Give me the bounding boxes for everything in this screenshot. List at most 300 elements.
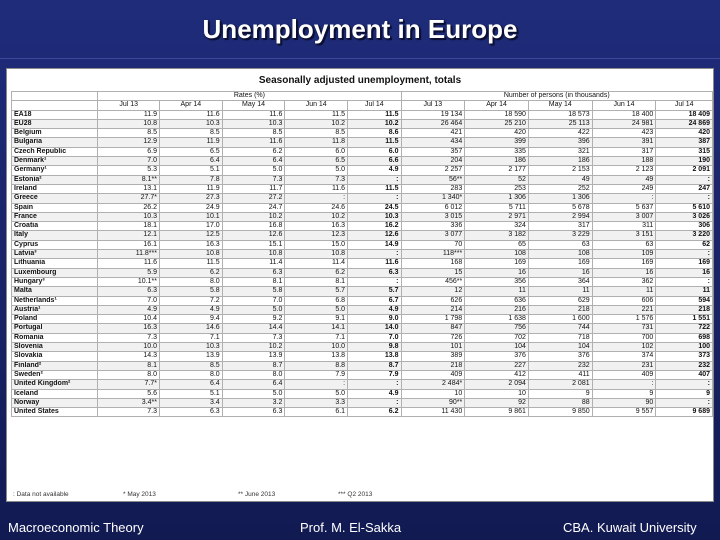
- table-cell: 9 557: [592, 408, 656, 417]
- table-cell: 5 711: [465, 203, 529, 212]
- table-cell: 6.2: [222, 147, 285, 156]
- table-cell: 336: [401, 222, 465, 231]
- table-cell: 249: [592, 184, 656, 193]
- table-cell: :: [592, 380, 656, 389]
- table-cell: 8.0: [222, 370, 285, 379]
- table-cell: 6.3: [159, 408, 222, 417]
- table-cell: 8.5: [159, 129, 222, 138]
- table-cell: 8.1**: [98, 175, 160, 184]
- table-cell: 396: [528, 138, 592, 147]
- table-cell: 8.8: [285, 361, 348, 370]
- table-row: [12, 324, 713, 333]
- table-cell: :: [348, 398, 401, 407]
- table-cell: :: [592, 194, 656, 203]
- country-name: Denmark¹: [12, 157, 98, 166]
- table-cell: 14.9: [348, 240, 401, 249]
- table-cell: 221: [592, 305, 656, 314]
- table-cell: 11: [656, 287, 713, 296]
- table-cell: 456**: [401, 277, 465, 286]
- table-cell: 26.2: [98, 203, 160, 212]
- table-cell: 6.4: [159, 157, 222, 166]
- column-header: Jul 14: [348, 101, 401, 110]
- table-cell: 9 689: [656, 408, 713, 417]
- table-cell: 26 464: [401, 119, 465, 128]
- table-cell: 12.6: [222, 231, 285, 240]
- table-cell: 232: [528, 361, 592, 370]
- country-name: EU28: [12, 119, 98, 128]
- table-cell: 24.5: [348, 203, 401, 212]
- table-row: [12, 315, 713, 324]
- footer-course: Macroeconomic Theory: [8, 520, 144, 535]
- column-header: Jul 13: [401, 101, 465, 110]
- table-cell: 2 971: [465, 212, 529, 221]
- table-cell: 24.6: [285, 203, 348, 212]
- country-name: Ireland: [12, 184, 98, 193]
- table-cell: 12.6: [348, 231, 401, 240]
- table-cell: 9.0: [348, 315, 401, 324]
- table-cell: 14.3: [98, 352, 160, 361]
- country-name: Netherlands¹: [12, 296, 98, 305]
- country-name: Malta: [12, 287, 98, 296]
- group-header-row: [12, 92, 713, 101]
- table-cell: 356: [465, 277, 529, 286]
- table-cell: 70: [401, 240, 465, 249]
- table-cell: 9 850: [528, 408, 592, 417]
- table-cell: :: [656, 250, 713, 259]
- table-cell: 232: [656, 361, 713, 370]
- table-row: [12, 138, 713, 147]
- table-cell: 722: [656, 324, 713, 333]
- table-cell: :: [348, 250, 401, 259]
- table-cell: 7.3: [98, 333, 160, 342]
- table-cell: 25 210: [465, 119, 529, 128]
- country-name: Germany¹: [12, 166, 98, 175]
- table-cell: 9.2: [222, 315, 285, 324]
- country-name: Finland²: [12, 361, 98, 370]
- table-cell: :: [656, 398, 713, 407]
- table-cell: 420: [656, 129, 713, 138]
- table-cell: 6.6: [348, 157, 401, 166]
- table-cell: 118***: [401, 250, 465, 259]
- table-cell: 7.9: [285, 370, 348, 379]
- table-cell: 5.8: [159, 287, 222, 296]
- table-cell: 6.4: [222, 380, 285, 389]
- table-cell: 15: [401, 268, 465, 277]
- table-cell: 16.3: [285, 222, 348, 231]
- table-cell: 63: [592, 240, 656, 249]
- table-cell: 3 182: [465, 231, 529, 240]
- table-cell: 2 484*: [401, 380, 465, 389]
- table-cell: 6.7: [348, 296, 401, 305]
- table-row: [12, 361, 713, 370]
- table-cell: 8.0: [159, 277, 222, 286]
- table-cell: 423: [592, 129, 656, 138]
- table-cell: 10.2: [222, 343, 285, 352]
- table-cell: 169: [592, 259, 656, 268]
- table-cell: 18.1: [98, 222, 160, 231]
- column-header: Jul 14: [656, 101, 713, 110]
- table-body: [12, 110, 713, 417]
- table-cell: 11.9: [159, 138, 222, 147]
- header-blank: [12, 101, 98, 110]
- table-cell: 24.9: [159, 203, 222, 212]
- table-cell: 718: [528, 333, 592, 342]
- table-cell: 2 153: [528, 166, 592, 175]
- table-cell: 5.0: [285, 305, 348, 314]
- slide-title: Unemployment in Europe: [202, 14, 518, 44]
- table-notes: [13, 491, 713, 501]
- table-cell: 12.9: [98, 138, 160, 147]
- table-cell: 387: [656, 138, 713, 147]
- table-cell: 10.2: [222, 212, 285, 221]
- table-cell: 2 994: [528, 212, 592, 221]
- table-row: [12, 408, 713, 417]
- country-name: Hungary³: [12, 277, 98, 286]
- table-cell: 11.5: [159, 259, 222, 268]
- table-cell: 56**: [401, 175, 465, 184]
- table-row: [12, 184, 713, 193]
- table-cell: 104: [465, 343, 529, 352]
- column-header: Apr 14: [159, 101, 222, 110]
- table-cell: 18 400: [592, 110, 656, 119]
- country-name: Sweden²: [12, 370, 98, 379]
- table-cell: 6.9: [98, 147, 160, 156]
- table-cell: 27.7*: [98, 194, 160, 203]
- table-cell: 10.3: [159, 119, 222, 128]
- table-row: [12, 203, 713, 212]
- table-cell: 362: [592, 277, 656, 286]
- table-cell: 2 094: [465, 380, 529, 389]
- table-cell: 7.0: [348, 333, 401, 342]
- table-cell: :: [348, 380, 401, 389]
- column-header: May 14: [528, 101, 592, 110]
- table-cell: 8.5: [159, 361, 222, 370]
- table-row: [12, 305, 713, 314]
- table-cell: 606: [592, 296, 656, 305]
- table-cell: 4.9: [98, 305, 160, 314]
- table-cell: 7.1: [285, 333, 348, 342]
- note-item: : Data not available: [13, 491, 69, 498]
- group-persons-header: Number of persons (in thousands): [401, 92, 712, 101]
- table-cell: 16: [465, 268, 529, 277]
- table-cell: 7.8: [159, 175, 222, 184]
- table-cell: 4.9: [348, 166, 401, 175]
- table-cell: 6.4: [159, 380, 222, 389]
- table-row: [12, 147, 713, 156]
- column-header-row: [12, 101, 713, 110]
- table-cell: 104: [528, 343, 592, 352]
- table-row: [12, 166, 713, 175]
- table-row: [12, 110, 713, 119]
- unemployment-table: [11, 91, 713, 417]
- table-cell: 702: [465, 333, 529, 342]
- table-cell: 186: [465, 157, 529, 166]
- table-cell: 2 257: [401, 166, 465, 175]
- table-cell: 3.4: [159, 398, 222, 407]
- table-cell: 3.4**: [98, 398, 160, 407]
- table-cell: 10: [465, 389, 529, 398]
- table-row: [12, 250, 713, 259]
- table-cell: 421: [401, 129, 465, 138]
- country-name: Bulgaria: [12, 138, 98, 147]
- table-row: [12, 287, 713, 296]
- note-item: ** June 2013: [238, 491, 276, 498]
- table-cell: 88: [528, 398, 592, 407]
- table-cell: 8.7: [222, 361, 285, 370]
- footer-university: CBA. Kuwait University: [563, 520, 697, 535]
- table-cell: 13.8: [285, 352, 348, 361]
- table-cell: 6.4: [222, 157, 285, 166]
- table-cell: 6.3: [222, 408, 285, 417]
- table-row: [12, 119, 713, 128]
- table-cell: 700: [592, 333, 656, 342]
- column-header: Apr 14: [465, 101, 529, 110]
- table-cell: 1 638: [465, 315, 529, 324]
- table-cell: 8.6: [348, 129, 401, 138]
- table-cell: 102: [592, 343, 656, 352]
- table-cell: 434: [401, 138, 465, 147]
- country-name: Lithuania: [12, 259, 98, 268]
- note-item: *** Q2 2013: [338, 491, 373, 498]
- country-name: Belgium: [12, 129, 98, 138]
- table-cell: 10.0: [98, 343, 160, 352]
- table-cell: 14.4: [222, 324, 285, 333]
- table-cell: 6.3: [222, 268, 285, 277]
- table-cell: 321: [528, 147, 592, 156]
- table-cell: 10.4: [98, 315, 160, 324]
- table-cell: 10.3: [98, 212, 160, 221]
- table-cell: 25 113: [528, 119, 592, 128]
- column-header: Jun 14: [592, 101, 656, 110]
- unemployment-table-card: [6, 68, 714, 502]
- table-cell: 11.9: [159, 184, 222, 193]
- table-cell: 364: [528, 277, 592, 286]
- table-cell: 376: [465, 352, 529, 361]
- table-cell: 5.1: [159, 166, 222, 175]
- table-cell: 11.8: [285, 138, 348, 147]
- table-cell: 7.2: [159, 296, 222, 305]
- country-name: Italy: [12, 231, 98, 240]
- country-name: United Kingdom²: [12, 380, 98, 389]
- column-header: Jul 13: [98, 101, 160, 110]
- table-cell: 594: [656, 296, 713, 305]
- table-cell: 4.9: [348, 305, 401, 314]
- table-row: [12, 157, 713, 166]
- table-cell: 756: [465, 324, 529, 333]
- table-cell: 373: [656, 352, 713, 361]
- table-cell: 420: [465, 129, 529, 138]
- table-cell: 9: [656, 389, 713, 398]
- table-cell: 7.3: [98, 408, 160, 417]
- table-cell: 247: [656, 184, 713, 193]
- table-row: [12, 380, 713, 389]
- table-cell: 636: [465, 296, 529, 305]
- table-cell: 376: [528, 352, 592, 361]
- table-cell: 218: [528, 305, 592, 314]
- table-cell: 168: [401, 259, 465, 268]
- table-cell: 1 576: [592, 315, 656, 324]
- table-cell: 109: [592, 250, 656, 259]
- table-cell: 10.2: [285, 212, 348, 221]
- table-cell: 3 229: [528, 231, 592, 240]
- country-name: Iceland: [12, 389, 98, 398]
- table-cell: 8.1: [222, 277, 285, 286]
- table-cell: 10.8: [159, 250, 222, 259]
- country-name: France: [12, 212, 98, 221]
- table-cell: 100: [656, 343, 713, 352]
- table-cell: 7.1: [159, 333, 222, 342]
- table-cell: :: [285, 380, 348, 389]
- table-cell: 11.9: [98, 110, 160, 119]
- table-cell: 5 610: [656, 203, 713, 212]
- table-cell: 214: [401, 305, 465, 314]
- table-cell: 357: [401, 147, 465, 156]
- table-cell: 5.0: [285, 389, 348, 398]
- table-cell: 24 869: [656, 119, 713, 128]
- table-cell: 13.9: [222, 352, 285, 361]
- table-cell: 8.5: [285, 129, 348, 138]
- table-cell: 4.9: [159, 305, 222, 314]
- table-cell: 90**: [401, 398, 465, 407]
- country-name: Cyprus: [12, 240, 98, 249]
- country-name: Austria¹: [12, 305, 98, 314]
- table-row: [12, 231, 713, 240]
- table-cell: 11.6: [222, 110, 285, 119]
- table-cell: 744: [528, 324, 592, 333]
- table-cell: 1 340*: [401, 194, 465, 203]
- table-cell: 5.6: [98, 389, 160, 398]
- table-cell: 11.6: [159, 110, 222, 119]
- country-name: Poland: [12, 315, 98, 324]
- table-cell: 10: [401, 389, 465, 398]
- country-name: Czech Republic: [12, 147, 98, 156]
- table-cell: 11.6: [348, 259, 401, 268]
- table-cell: 6.5: [159, 147, 222, 156]
- table-row: [12, 352, 713, 361]
- table-cell: 13.1: [98, 184, 160, 193]
- table-cell: 3.2: [222, 398, 285, 407]
- table-cell: 18 573: [528, 110, 592, 119]
- table-row: [12, 194, 713, 203]
- table-cell: 2 081: [528, 380, 592, 389]
- table-cell: 5.0: [285, 166, 348, 175]
- column-header: May 14: [222, 101, 285, 110]
- table-row: [12, 222, 713, 231]
- country-name: Romania: [12, 333, 98, 342]
- table-cell: 6.0: [285, 147, 348, 156]
- table-cell: 14.6: [159, 324, 222, 333]
- table-cell: 7.9: [348, 370, 401, 379]
- table-cell: 422: [528, 129, 592, 138]
- table-cell: 391: [592, 138, 656, 147]
- table-caption: Seasonally adjusted unemployment, totals: [258, 75, 462, 86]
- table-row: [12, 389, 713, 398]
- table-cell: 108: [465, 250, 529, 259]
- slide-footer: [0, 508, 720, 540]
- table-cell: 7.0: [222, 296, 285, 305]
- table-cell: 14.0: [348, 324, 401, 333]
- table-cell: 3 077: [401, 231, 465, 240]
- title-divider: [0, 58, 720, 59]
- country-name: Portugal: [12, 324, 98, 333]
- table-cell: 15.0: [285, 240, 348, 249]
- table-cell: 11 430: [401, 408, 465, 417]
- table-cell: 49: [528, 175, 592, 184]
- table-cell: 6.0: [348, 147, 401, 156]
- table-row: [12, 398, 713, 407]
- table-cell: 6.3: [348, 268, 401, 277]
- table-cell: 7.3: [222, 175, 285, 184]
- table-row: [12, 129, 713, 138]
- table-cell: 3 015: [401, 212, 465, 221]
- table-cell: 16.8: [222, 222, 285, 231]
- country-name: Luxembourg: [12, 268, 98, 277]
- table-cell: 1 551: [656, 315, 713, 324]
- table-cell: 52: [465, 175, 529, 184]
- table-cell: 10.8: [222, 250, 285, 259]
- table-cell: 3.3: [285, 398, 348, 407]
- table-cell: 18 409: [656, 110, 713, 119]
- table-cell: 63: [528, 240, 592, 249]
- table-cell: 399: [465, 138, 529, 147]
- country-name: United States: [12, 408, 98, 417]
- table-row: [12, 296, 713, 305]
- table-cell: 407: [656, 370, 713, 379]
- table-cell: 9: [592, 389, 656, 398]
- table-cell: 218: [656, 305, 713, 314]
- table-cell: 169: [465, 259, 529, 268]
- table-cell: 10.1**: [98, 277, 160, 286]
- table-cell: 5.1: [159, 389, 222, 398]
- table-cell: 65: [465, 240, 529, 249]
- table-cell: 204: [401, 157, 465, 166]
- table-cell: :: [656, 194, 713, 203]
- table-cell: 16.2: [348, 222, 401, 231]
- table-cell: 5.0: [222, 166, 285, 175]
- table-cell: 10.3: [348, 212, 401, 221]
- table-cell: 5 678: [528, 203, 592, 212]
- table-cell: 5 637: [592, 203, 656, 212]
- table-cell: 27.2: [222, 194, 285, 203]
- table-cell: 190: [656, 157, 713, 166]
- table-cell: 11: [592, 287, 656, 296]
- table-cell: 11.6: [285, 184, 348, 193]
- table-cell: 253: [465, 184, 529, 193]
- table-cell: :: [285, 194, 348, 203]
- table-cell: 8.1: [285, 277, 348, 286]
- table-cell: 6.1: [285, 408, 348, 417]
- table-row: [12, 277, 713, 286]
- table-cell: 169: [656, 259, 713, 268]
- table-cell: 6 012: [401, 203, 465, 212]
- table-cell: 10.3: [159, 343, 222, 352]
- header-blank: [12, 92, 98, 101]
- table-cell: 227: [465, 361, 529, 370]
- table-cell: 16.1: [98, 240, 160, 249]
- table-cell: 6.2: [285, 268, 348, 277]
- table-cell: 11.6: [222, 138, 285, 147]
- table-cell: 90: [592, 398, 656, 407]
- table-cell: 188: [592, 157, 656, 166]
- table-cell: 4.9: [348, 389, 401, 398]
- table-cell: 101: [401, 343, 465, 352]
- table-cell: 7.7*: [98, 380, 160, 389]
- table-cell: 14.1: [285, 324, 348, 333]
- table-cell: 315: [656, 147, 713, 156]
- table-cell: 16: [592, 268, 656, 277]
- table-cell: 6.2: [159, 268, 222, 277]
- table-cell: 18 590: [465, 110, 529, 119]
